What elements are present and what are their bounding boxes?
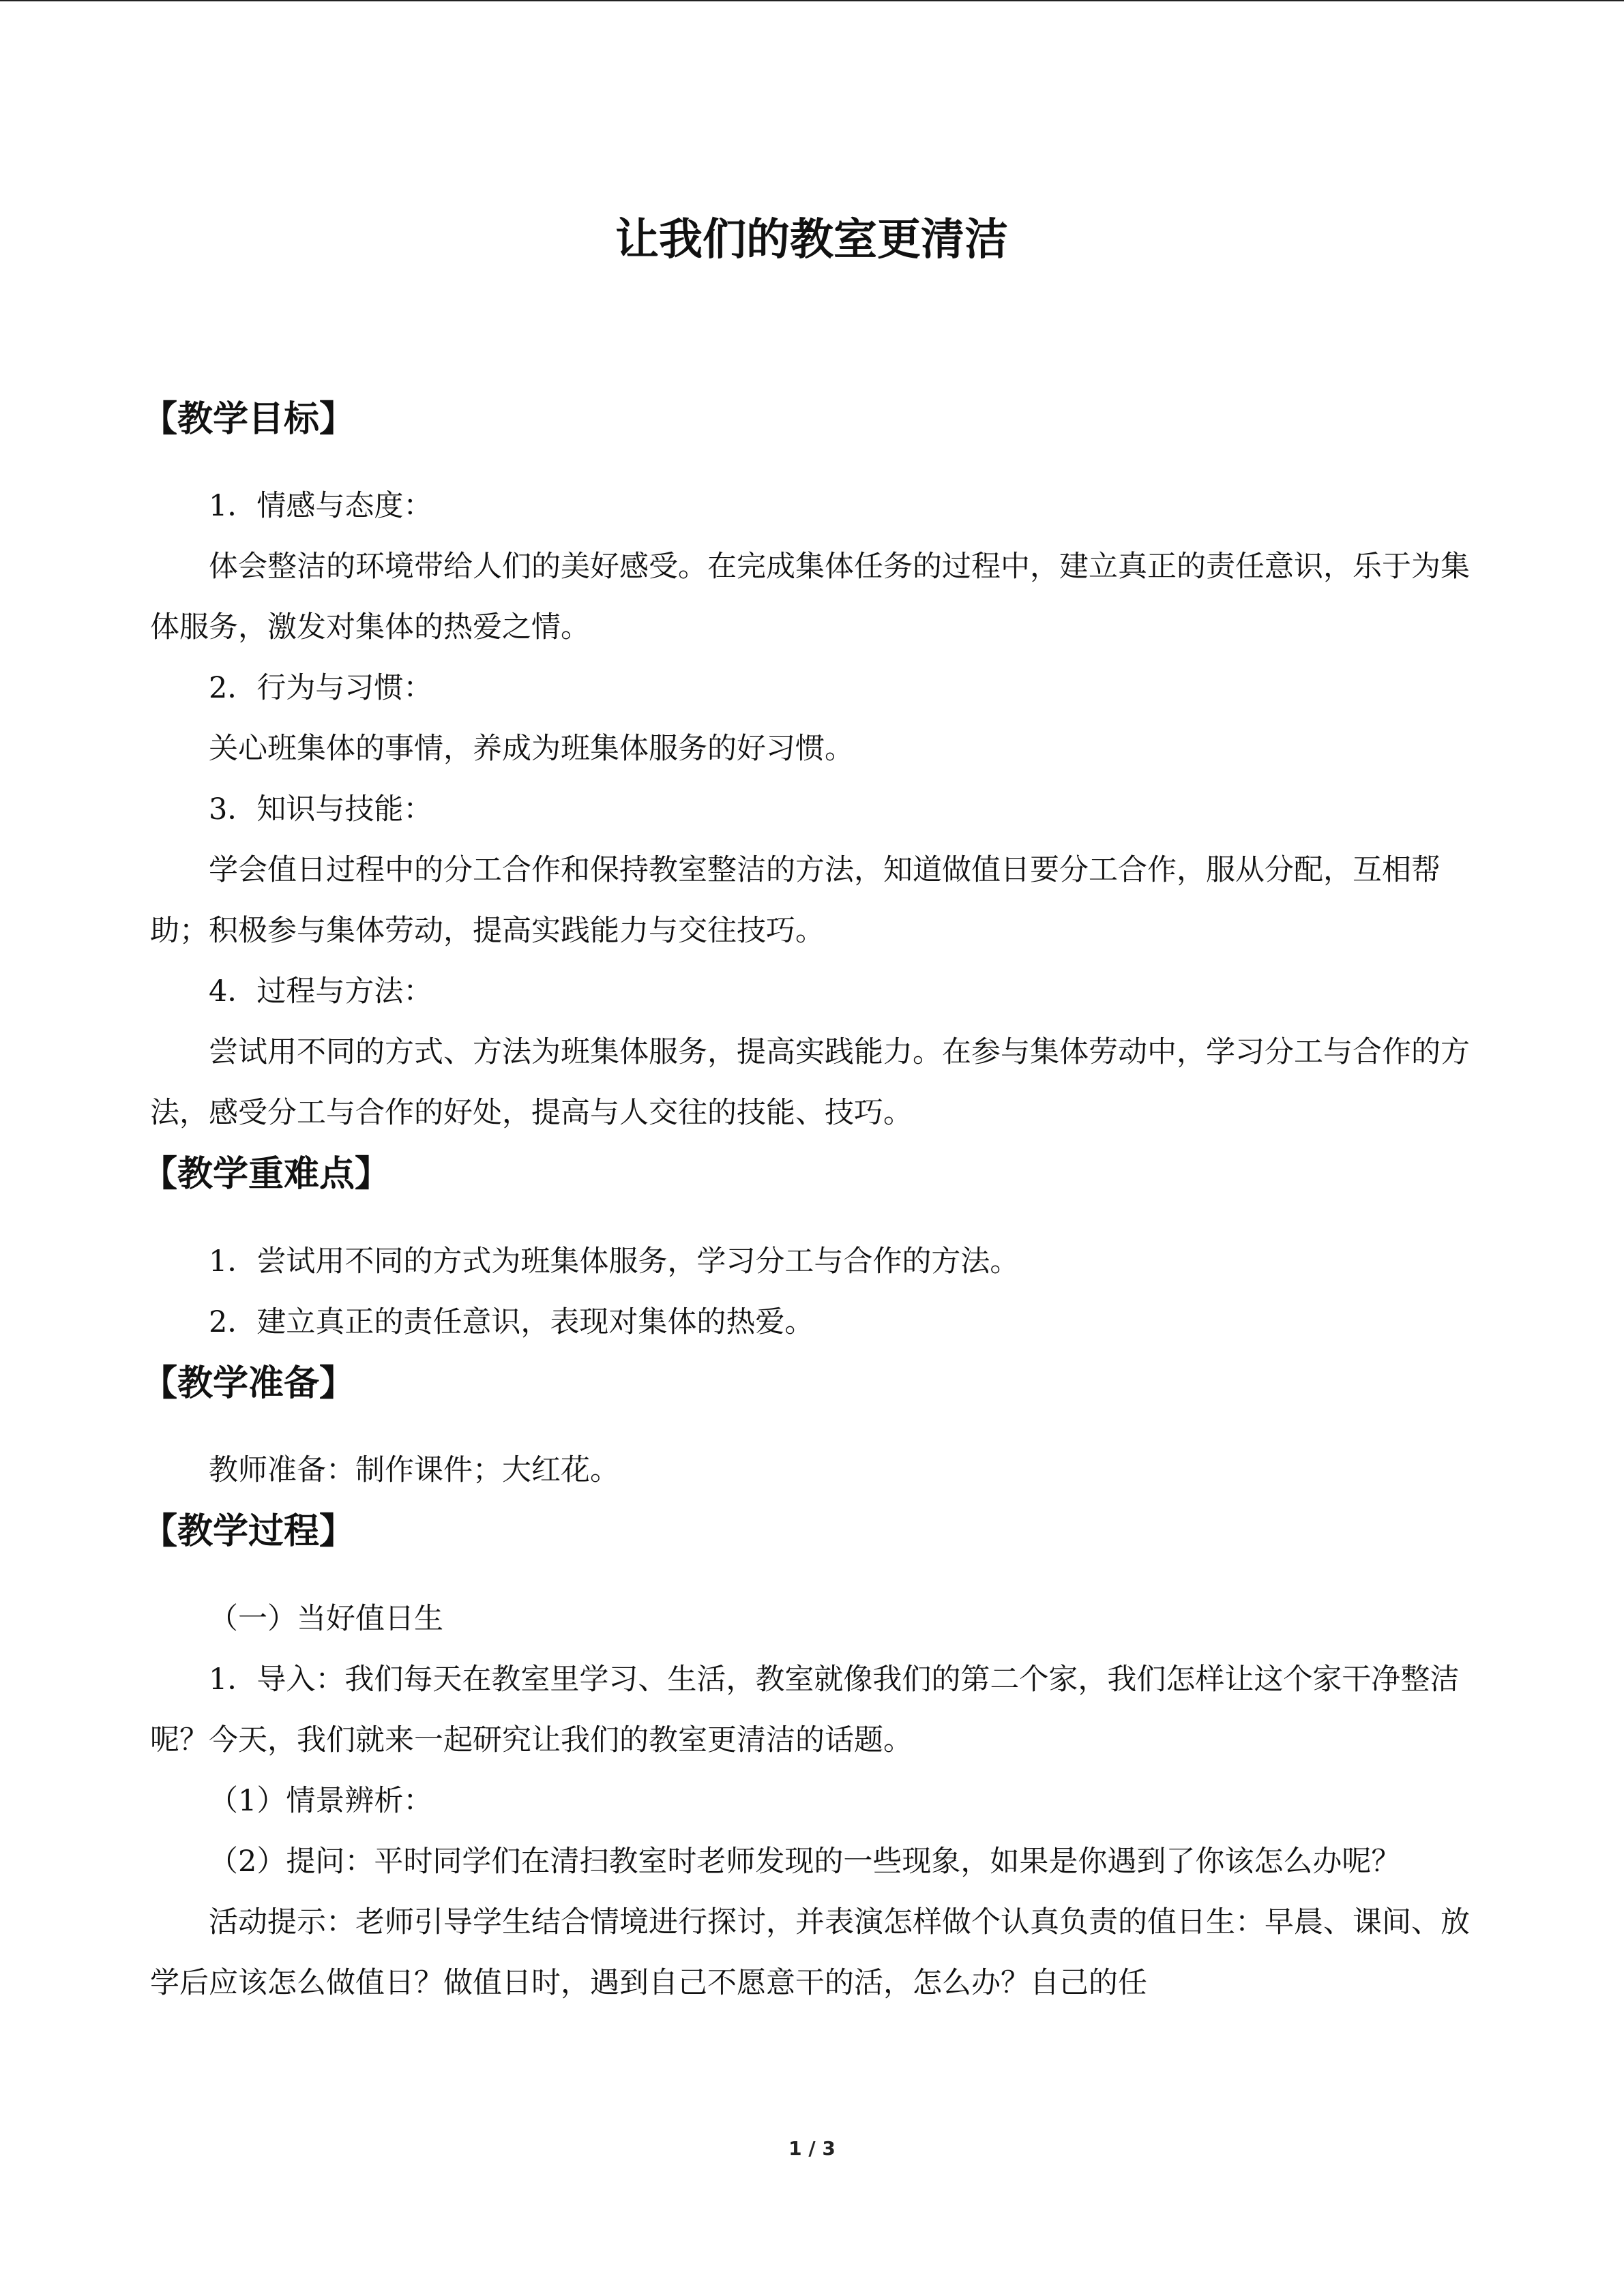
- paragraph: 关心班集体的事情，养成为班集体服务的好习惯。: [209, 732, 854, 766]
- section-heading: 【教学过程】: [142, 1511, 355, 1553]
- section-process: [142, 1510, 1473, 2013]
- paragraph: 2．建立真正的责任意识，表现对集体的热爱。: [209, 1304, 814, 1339]
- paragraph: 1．导入：我们每天在教室里学习、生活，教室就像我们的第二个家，我们怎样让这个家干净整洁呢？今天，我们就来一起研究让我们的教室更清洁的话题。: [150, 1662, 1460, 1757]
- section-heading: 【教学目标】: [142, 399, 355, 440]
- section-key-points: [142, 1153, 1473, 1352]
- paragraph: 3．知识与技能：: [209, 792, 433, 827]
- paragraph: 体会整洁的环境带给人们的美好感受。在完成集体任务的过程中，建立真正的责任意识，乐于为集体服务，激发对集体的热爱之情。: [150, 550, 1470, 645]
- section-objectives: [142, 398, 1473, 1144]
- paragraph: 活动提示：老师引导学生结合情境进行探讨，并表演怎样做个认真负责的值日生：早晨、课间、放学后应该怎么做值日？做值日时，遇到自己不愿意干的活，怎么办？自己的任: [150, 1905, 1470, 2000]
- paragraph: 教师准备：制作课件；大红花。: [209, 1453, 619, 1488]
- page-title: 让我们的教室更清洁: [615, 215, 1008, 265]
- section-heading: 【教学准备】: [142, 1362, 355, 1404]
- paragraph: 4．过程与方法：: [209, 974, 433, 1009]
- paragraph: 学会值日过程中的分工合作和保持教室整洁的方法，知道做值日要分工合作，服从分配，互相帮助；积极参与集体劳动，提高实践能力与交往技巧。: [150, 853, 1441, 949]
- section-preparation: [142, 1362, 1473, 1501]
- paragraph: 尝试用不同的方式、方法为班集体服务，提高实践能力。在参与集体劳动中，学习分工与合作的方法，感受分工与合作的好处，提高与人交往的技能、技巧。: [150, 1035, 1470, 1131]
- paragraph: 2．行为与习惯：: [209, 671, 433, 706]
- document-body: [142, 206, 1473, 2023]
- paragraph: （一）当好值日生: [209, 1601, 443, 1636]
- section-heading: 【教学重难点】: [142, 1154, 391, 1195]
- paragraph: （1）情景辨析：: [209, 1783, 433, 1818]
- paragraph: 1．尝试用不同的方式为班集体服务，学习分工与合作的方法。: [209, 1244, 1020, 1279]
- page-number: 1 / 3: [788, 2137, 836, 2160]
- paragraph: （2）提问：平时同学们在清扫教室时老师发现的一些现象，如果是你遇到了你该怎么办呢？: [209, 1844, 1401, 1879]
- paragraph: 1．情感与态度：: [209, 489, 433, 524]
